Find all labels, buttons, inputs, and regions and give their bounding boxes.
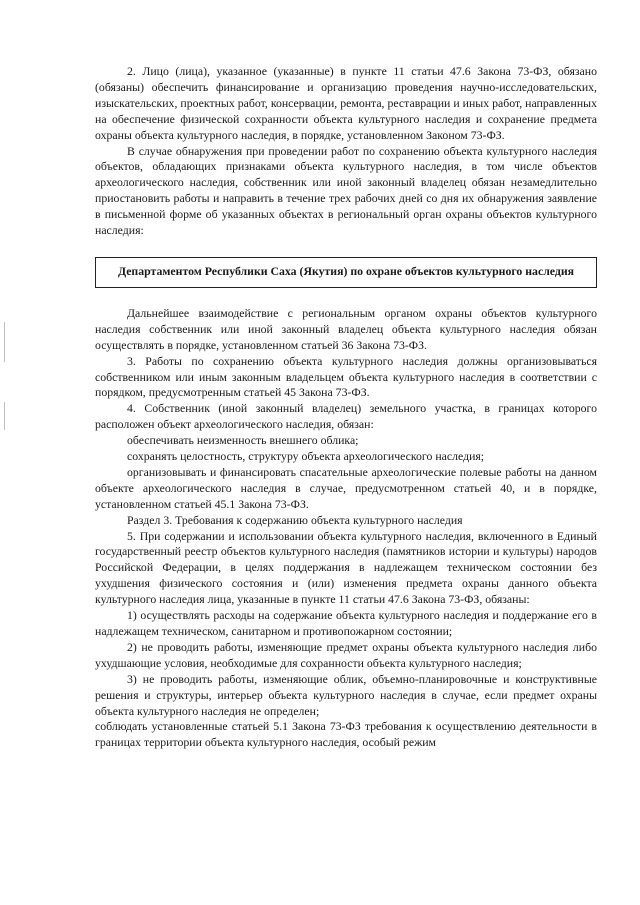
list-item: 1) осуществлять расходы на содержание объекта культурного наследия и поддержание его в надлежащем техническом, санитарном и противопожарном состоянии;: [95, 608, 597, 638]
scan-margin-mark: [4, 402, 5, 430]
document-body: [95, 64, 597, 751]
list-item: 3) не проводить работы, изменяющие облик, объемно-планировочные и конструктивные решения и структуры, интерьер объекта культурного наследия в случае, если предмет охраны объекта культурного наследия не определен;: [95, 671, 597, 718]
paragraph-5: 5. При содержании и использовании объекта культурного наследия, включенного в Единый государственный реестр объектов культурного наследия (памятников истории и культуры) народов Российской Федерации, в целях поддержания в надлежащем техническом состоянии без ухудшения физического состояния и (или) изменения предмета охраны данного объекта культурного наследия лица, указанные в пункте 11 статьи 47.6 Закона 73-ФЗ, обязаны:: [95, 528, 597, 607]
scan-margin-mark: [4, 322, 5, 362]
list-item: обеспечивать неизменность внешнего облика;: [127, 433, 359, 448]
authority-box: Департаментом Республики Саха (Якутия) по охране объектов культурного наследия: [95, 257, 597, 288]
section-title: Раздел 3. Требования к содержанию объекта культурного наследия: [127, 512, 463, 527]
list-item: 2) не проводить работы, изменяющие предмет охраны объекта культурного наследия либо ухудшающие условия, необходимые для сохранности объекта культурного наследия;: [95, 639, 597, 670]
list-item: организовывать и финансировать спасательные археологические полевые работы на данном объекте археологического наследия в случае, предусмотренном статьей 40, и в порядке, установленном статьей 45.1 Закона 73-ФЗ.: [95, 464, 597, 511]
paragraph-4: 4. Собственник (иной законный владелец) земельного участка, в границах которого расположен объект археологического наследия, обязан:: [95, 401, 597, 432]
paragraph-2: 2. Лицо (лица), указанное (указанные) в пункте 11 статьи 47.6 Закона 73-ФЗ, обязано (обязаны) обеспечить финансирование и организацию проведения научно-исследовательских, изыскательских, проектных работ, консервации, ремонта, реставрации и иных работ, направленных на обеспечение физической сохранности объекта культурного наследия и сохранение предмета охраны объекта культурного наследия, в порядке, установленном Законом 73-ФЗ.: [95, 64, 597, 142]
list-item: сохранять целостность, структуру объекта археологического наследия;: [127, 449, 485, 464]
paragraph-interaction: Дальнейшее взаимодействие с региональным органом охраны объектов культурного наследия собственник или иной законный владелец объекта культурного наследия обязан осуществлять в порядке, установленном статьей 36 Закона 73-ФЗ.: [95, 305, 597, 352]
paragraph-3: 3. Работы по сохранению объекта культурного наследия должны организовываться собственником или иным законным владельцем объекта культурного наследия в соответствии с порядком, предусмотренным статьей 45 Закона 73-ФЗ.: [95, 353, 597, 400]
paragraph-last: соблюдать установленные статьей 5.1 Закона 73-ФЗ требования к осуществлению деятельности в границах территории объекта культурного наследия, особый режим: [95, 719, 597, 750]
paragraph-discovery: В случае обнаружения при проведении работ по сохранению объекта культурного наследия объектов, обладающих признаками объекта культурного наследия, в том числе объектов археологического наследия, собственник или иной законный владелец обязан незамедлительно приостановить работы и направить в течение трех рабочих дней со дня их обнаружения заявление в письменной форме об указанных объектах в региональный орган охраны объектов культурного наследия:: [95, 143, 597, 238]
